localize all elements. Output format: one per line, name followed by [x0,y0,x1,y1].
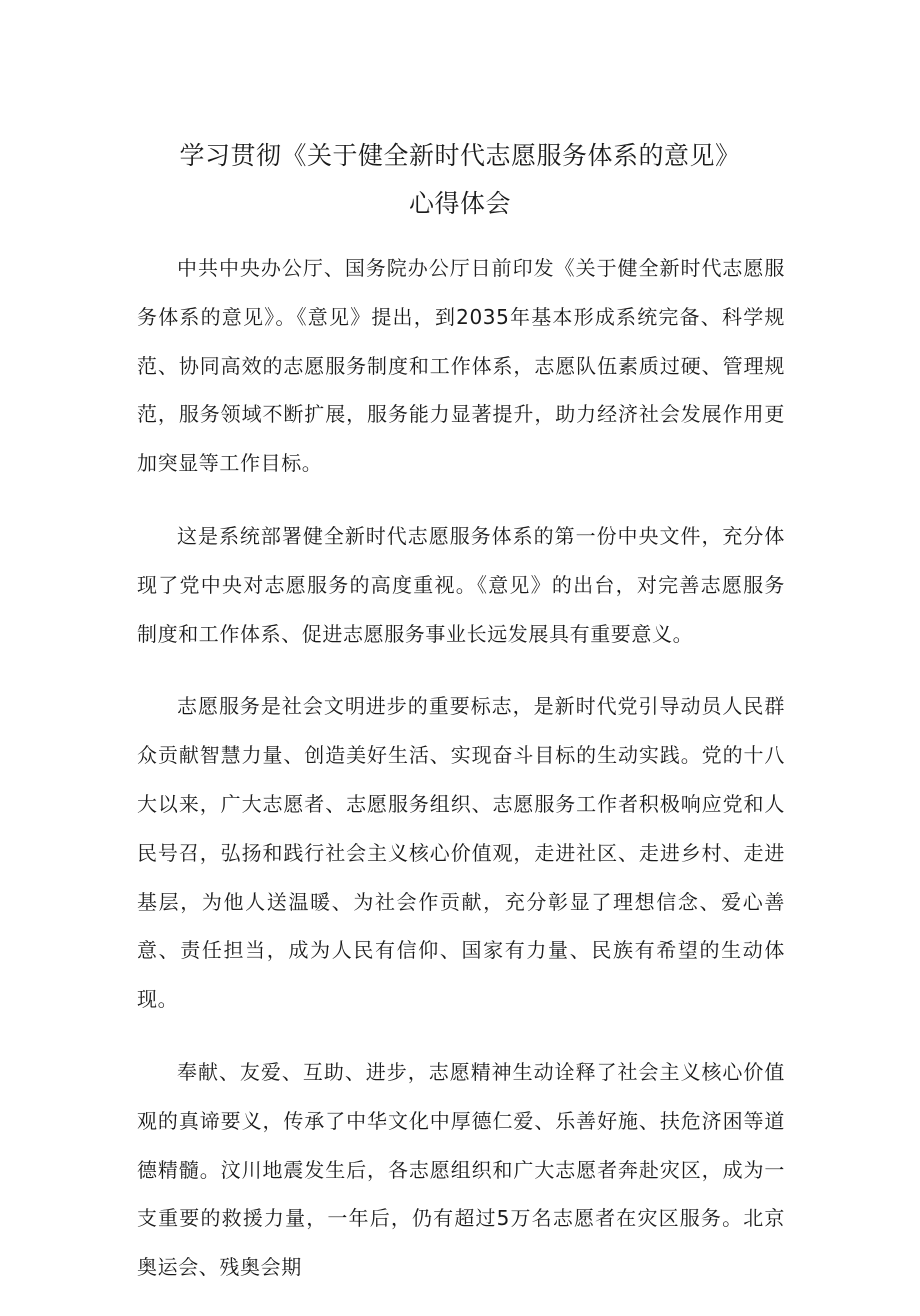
title-line-2: 心得体会 [408,189,511,218]
document-title [0,132,920,228]
paragraph-1: 中共中央办公厅、国务院办公厅日前印发《关于健全新时代志愿服务体系的意见》。《意见》提出，到2035年基本形成系统完备、科学规范、协同高效的志愿服务制度和工作体系，志愿队伍素质过硬、管理规范，服务领域不断扩展，服务能力显著提升，助力经济社会发展作用更加突显等工作目标。 [137,256,785,476]
title-line-1: 学习贯彻《关于健全新时代志愿服务体系的意见》 [179,141,741,170]
paragraph-4: 奉献、友爱、互助、进步，志愿精神生动诠释了社会主义核心价值观的真谛要义，传承了中华文化中厚德仁爱、乐善好施、扶危济困等道德精髓。汶川地震发生后，各志愿组织和广大志愿者奔赴灾区，成为一支重要的救援力量，一年后，仍有超过5万名志愿者在灾区服务。北京奥运会、残奥会期 [137,1059,785,1280]
document-body [137,244,785,1316]
paragraph-3: 志愿服务是社会文明进步的重要标志，是新时代党引导动员人民群众贡献智慧力量、创造美好生活、实现奋斗目标的生动实践。党的十八大以来，广大志愿者、志愿服务组织、志愿服务工作者积极响应党和人民号召，弘扬和践行社会主义核心价值观，走进社区、走进乡村、走进基层，为他人送温暖、为社会作贡献，充分彰显了理想信念、爱心善意、责任担当，成为人民有信仰、国家有力量、民族有希望的生动体现。 [137,694,785,1012]
paragraph-2: 这是系统部署健全新时代志愿服务体系的第一份中央文件，充分体现了党中央对志愿服务的高度重视。《意见》的出台，对完善志愿服务制度和工作体系、促进志愿服务事业长远发展具有重要意义。 [137,523,785,646]
